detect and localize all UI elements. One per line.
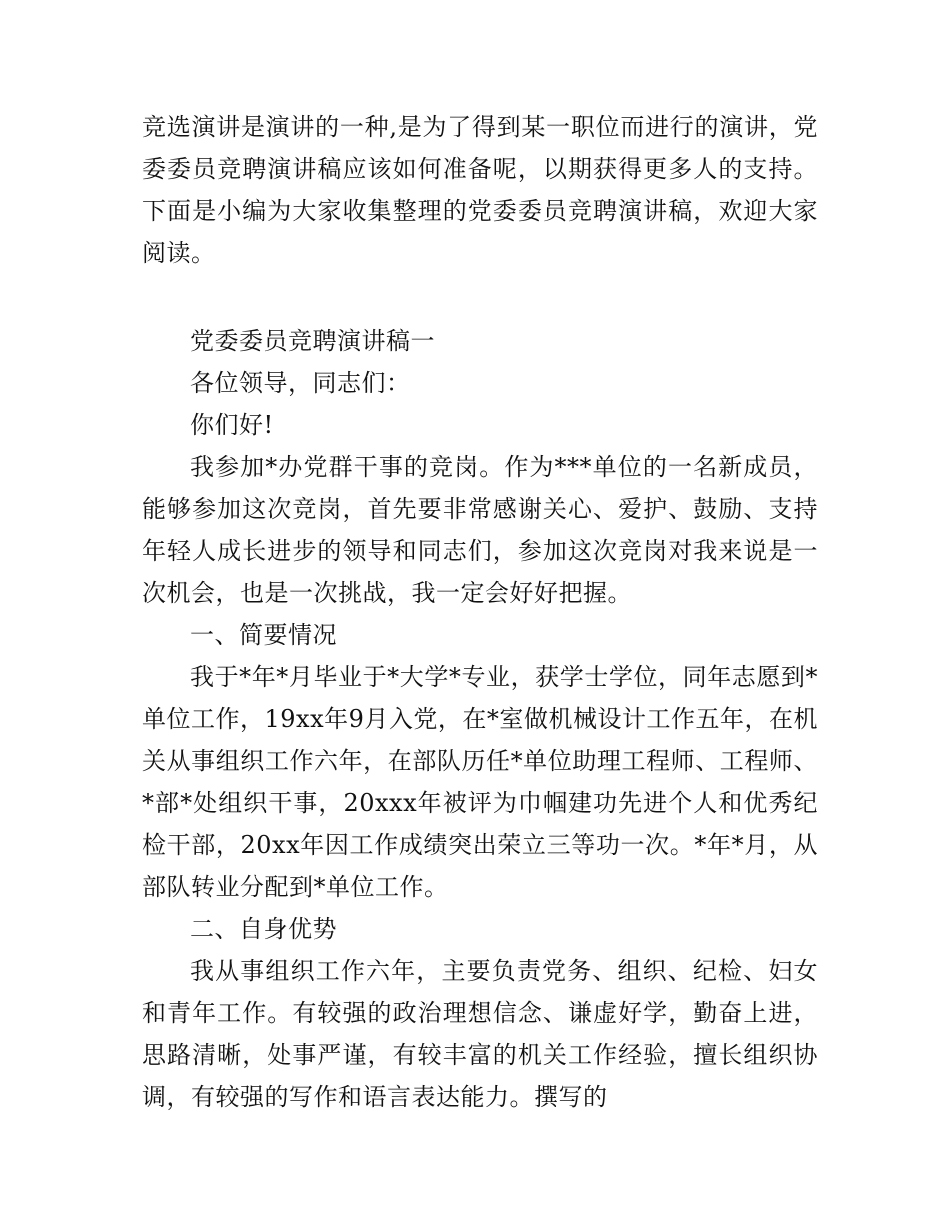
basic-info-paragraph: 我于*年*月毕业于*大学*专业，获学士学位，同年志愿到*单位工作，19xx年9月入党，在*室做机械设计工作五年，在机关从事组织工作六年，在部队历任*单位助理工程师、工程师、*部*处组织干事，20xxx年被评为巾帼建功先进个人和优秀纪检干部，20xx年因工作成绩突出荣立三等功一次。*年*月，从部队转业分配到*单位工作。 xyxy=(142,663,818,901)
section-heading-basic-info: 一、简要情况 xyxy=(190,621,337,649)
salutation: 各位领导，同志们： xyxy=(190,369,411,397)
intro-paragraph: 竞选演讲是演讲的一种,是为了得到某一职位而进行的演讲，党委委员竞聘演讲稿应该如何准备呢，以期获得更多人的支持。下面是小编为大家收集整理的党委委员竞聘演讲稿，欢迎大家阅读。 xyxy=(142,113,818,267)
opening-paragraph: 我参加*办党群干事的竞岗。作为***单位的一名新成员，能够参加这次竞岗，首先要非常感谢关心、爱护、鼓励、支持年轻人成长进步的领导和同志们，参加这次竞岗对我来说是一次机会，也是一次挑战，我一定会好好把握。 xyxy=(142,453,818,607)
strengths-paragraph: 我从事组织工作六年，主要负责党务、组织、纪检、妇女和青年工作。有较强的政治理想信念、谦虚好学，勤奋上进，思路清晰，处事严谨，有较丰富的机关工作经验，擅长组织协调，有较强的写作和语言表达能力。撰写的 xyxy=(142,957,818,1111)
speech-title: 党委委员竞聘演讲稿一 xyxy=(190,327,435,355)
greeting: 你们好! xyxy=(190,411,274,439)
section-heading-strengths: 二、自身优势 xyxy=(190,915,337,943)
